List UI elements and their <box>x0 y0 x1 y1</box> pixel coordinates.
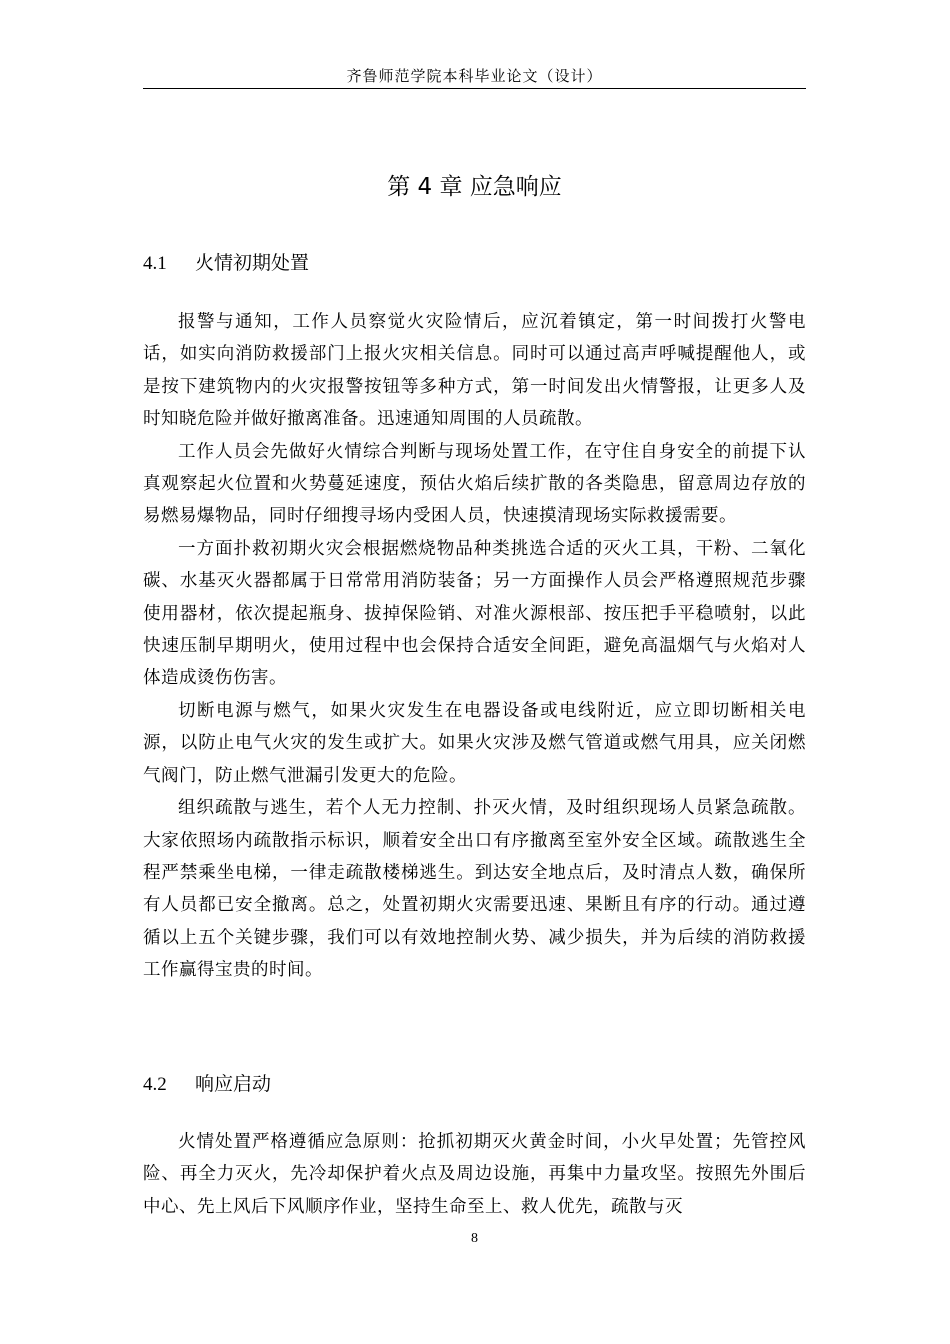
section-number: 4.1 <box>143 253 167 274</box>
section-heading-4-2 <box>143 1070 271 1099</box>
section-body-4-1 <box>143 306 806 987</box>
page-number: 8 <box>471 1231 478 1246</box>
paragraph: 火情处置严格遵循应急原则：抢抓初期灭火黄金时间，小火早处置；先管控风险、再全力灭火，先冷却保护着火点及周边设施，再集中力量攻坚。按照先外围后中心、先上风后下风顺序作业，坚持生命至上、救人优先，疏散与灭 <box>143 1132 806 1217</box>
page-header: 齐鲁师范学院本科毕业论文（设计） <box>346 67 603 85</box>
section-title: 响应启动 <box>195 1073 272 1095</box>
section-body-4-2 <box>143 1126 806 1223</box>
paragraph: 切断电源与燃气，如果火灾发生在电器设备或电线附近，应立即切断相关电源，以防止电气火灾的发生或扩大。如果火灾涉及燃气管道或燃气用具，应关闭燃气阀门，防止燃气泄漏引发更大的危险。 <box>143 700 806 786</box>
paragraph: 组织疏散与逃生，若个人无力控制、扑灭火情，及时组织现场人员紧急疏散。大家依照场内疏散指示标识，顺着安全出口有序撤离至室外安全区域。疏散逃生全程严禁乘坐电梯，一律走疏散楼梯逃生。到达安全地点后，及时清点人数，确保所有人员都已安全撤离。总之，处置初期火灾需要迅速、果断且有序的行动。通过遵循以上五个关键步骤，我们可以有效地控制火势、减少损失，并为后续的消防救援工作赢得宝贵的时间。 <box>143 798 806 981</box>
header-rule <box>143 88 806 89</box>
chapter-title: 第 4 章 应急响应 <box>387 174 562 200</box>
paragraph: 一方面扑救初期火灾会根据燃烧物品种类挑选合适的灭火工具，干粉、二氧化碳、水基灭火器都属于日常常用消防装备；另一方面操作人员会严格遵照规范步骤使用器材，依次提起瓶身、拔掉保险销、对准火源根部、按压把手平稳喷射，以此快速压制早期明火，使用过程中也会保持合适安全间距，避免高温烟气与火焰对人体造成烫伤伤害。 <box>143 538 806 689</box>
section-number: 4.2 <box>143 1074 167 1095</box>
section-heading-4-1 <box>143 249 309 278</box>
paragraph: 工作人员会先做好火情综合判断与现场处置工作，在守住自身安全的前提下认真观察起火位置和火势蔓延速度，预估火焰后续扩散的各类隐患，留意周边存放的易燃易爆物品，同时仔细搜寻场内受困人员，快速摸清现场实际救援需要。 <box>143 441 806 527</box>
section-title: 火情初期处置 <box>195 252 310 274</box>
paragraph: 报警与通知，工作人员察觉火灾险情后，应沉着镇定，第一时间拨打火警电话，如实向消防救援部门上报火灾相关信息。同时可以通过高声呼喊提醒他人，或是按下建筑物内的火灾报警按钮等多种方式，第一时间发出火情警报，让更多人及时知晓危险并做好撤离准备。迅速通知周围的人员疏散。 <box>143 312 806 430</box>
